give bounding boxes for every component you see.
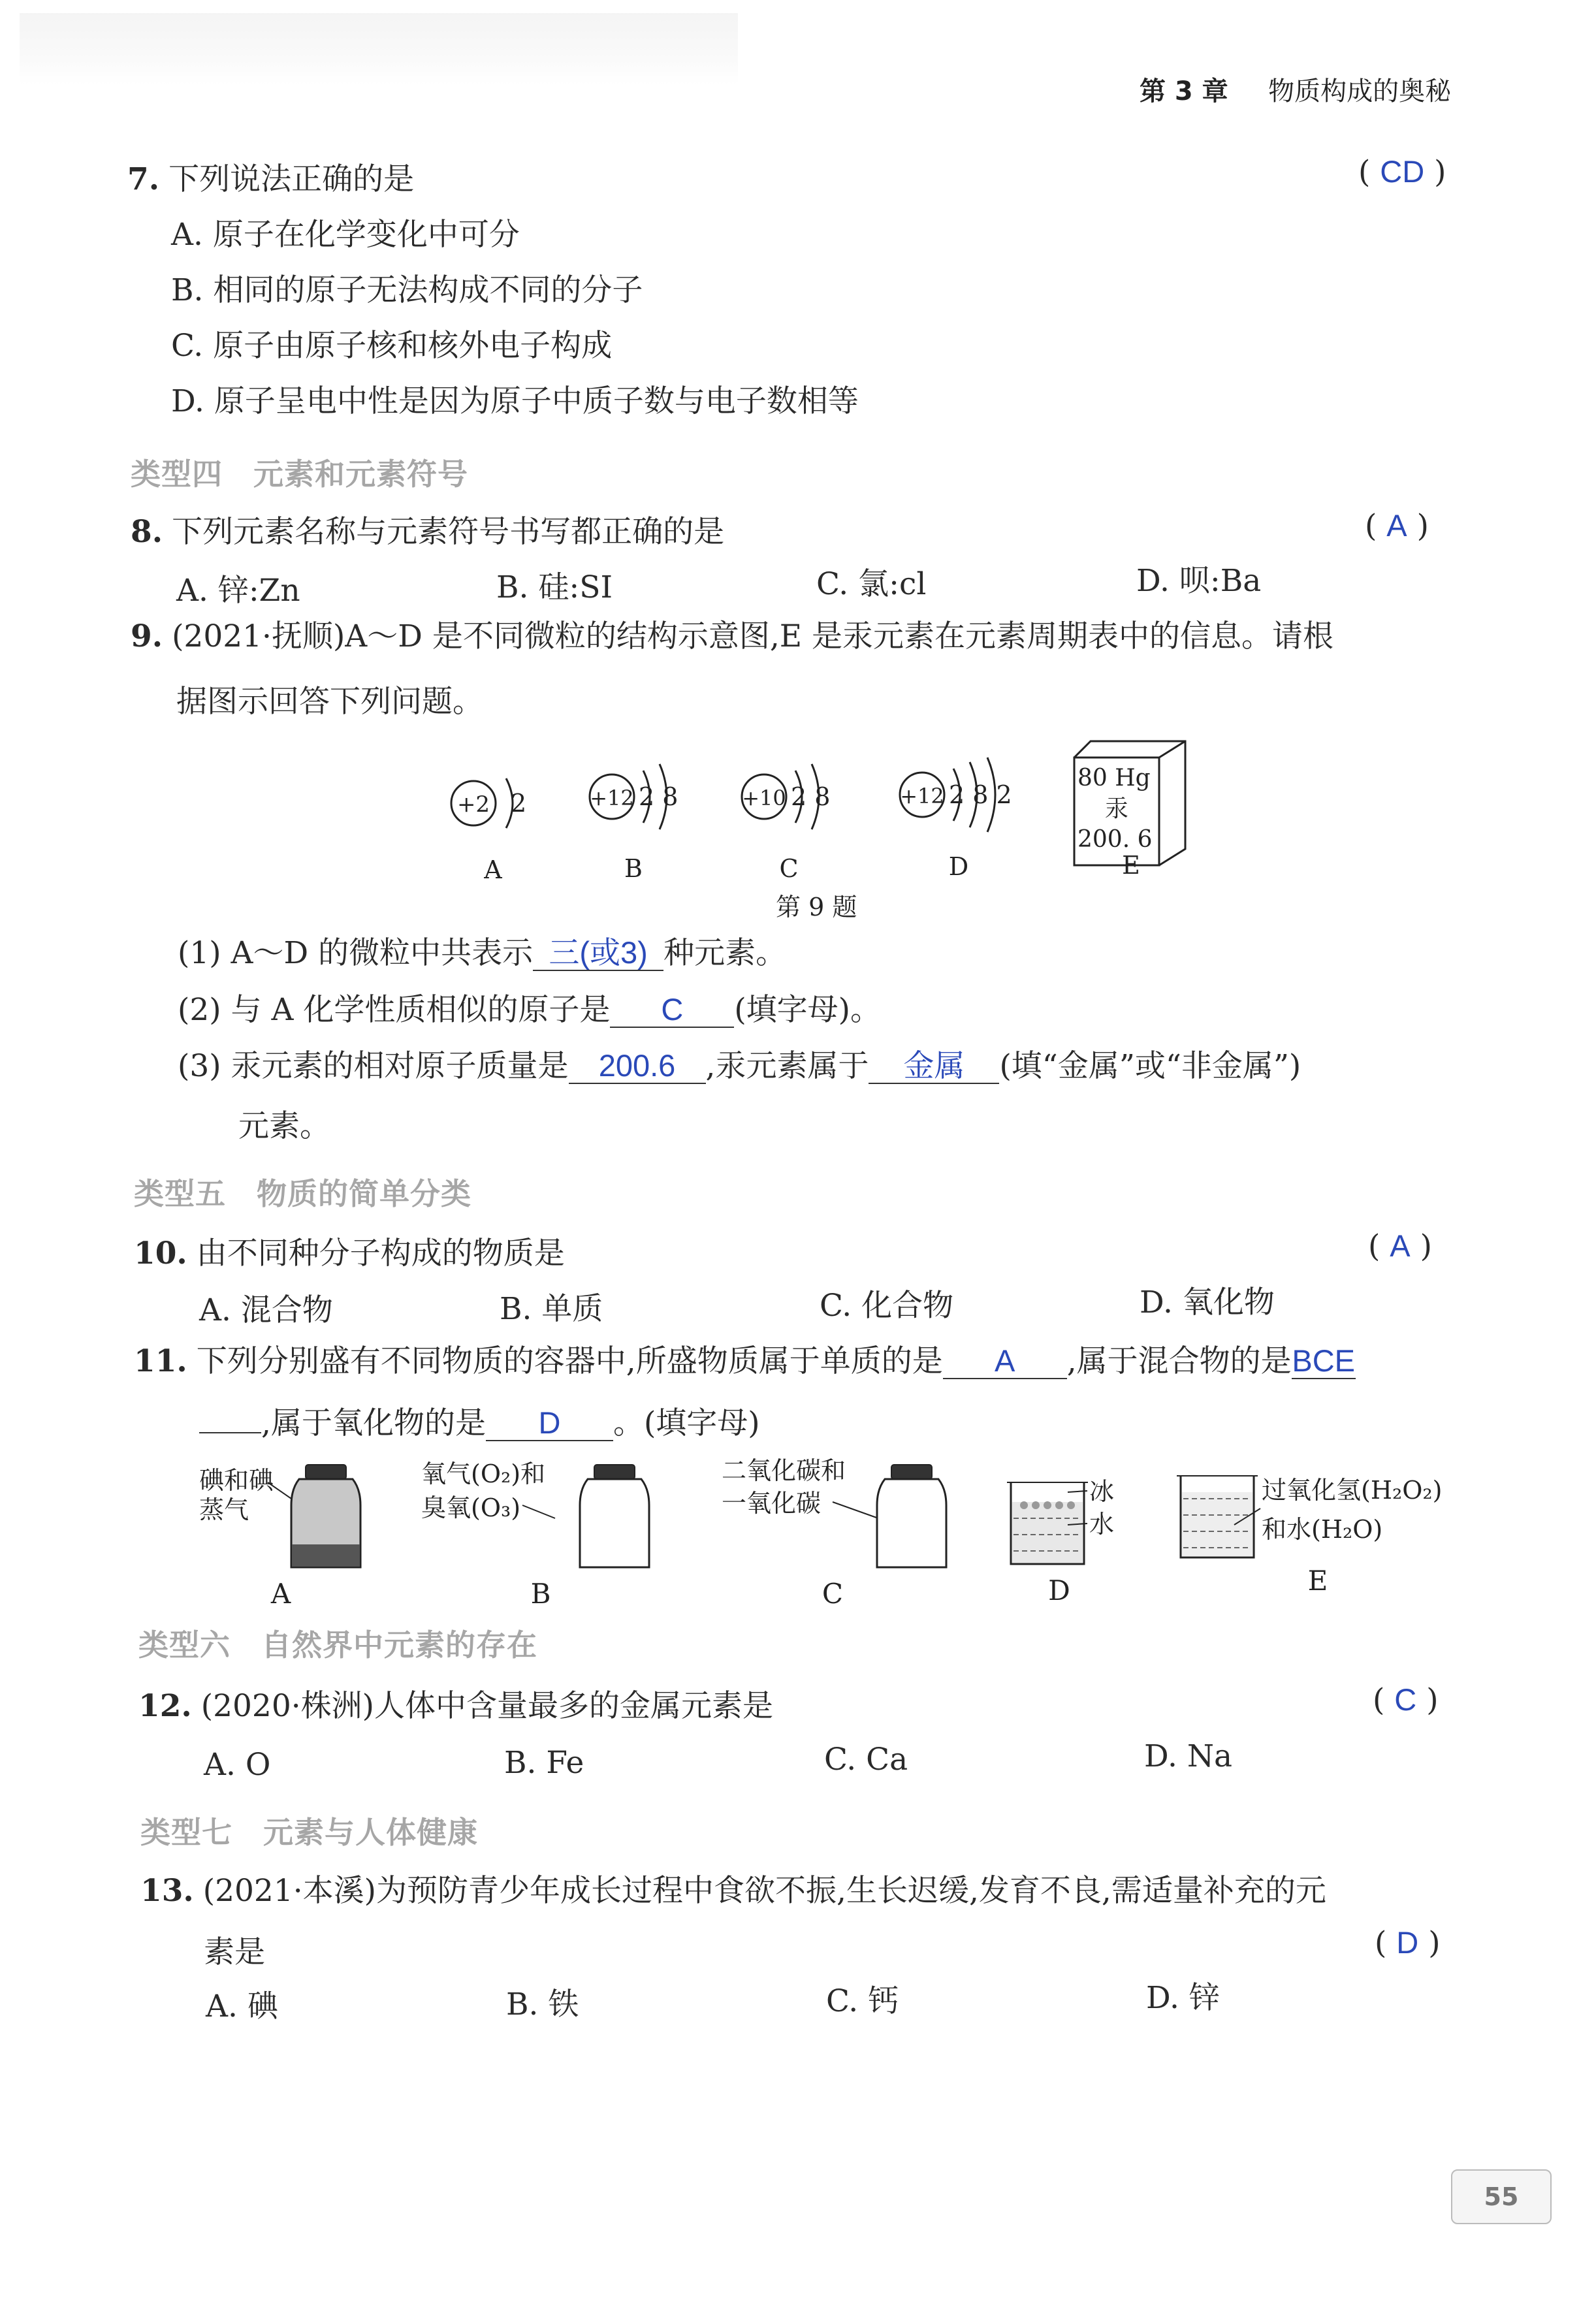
container-c-label: C [822, 1578, 844, 1610]
q13-line1: 13. (2021·本溪)为预防青少年成长过程中食欲不振,生长迟缓,发育不良,需适量补充的元 [140, 1873, 1326, 1909]
q9-figure-caption: 第 9 题 [776, 893, 857, 921]
atom-d-label: D [948, 852, 969, 881]
q13-option-d: D. 锌 [1146, 1980, 1220, 2016]
q10-stem: 10. 由不同种分子构成的物质是 [134, 1236, 565, 1271]
container-b-desc2: 臭氧(O₃) [421, 1493, 521, 1522]
container-d-label: D [1048, 1574, 1070, 1606]
q11-answer2: BCE [1292, 1343, 1355, 1378]
atom-a-shells: 2 [511, 789, 527, 818]
container-b-desc1: 氧气(O₂)和 [421, 1460, 546, 1488]
q11-figure [189, 1453, 1482, 1616]
atom-b-label: B [624, 854, 643, 883]
container-d-desc2: 水 [1089, 1510, 1115, 1539]
atom-b-nucleus: +12 [590, 786, 634, 810]
element-card-label: E [1122, 851, 1140, 880]
q13-option-b: B. 铁 [506, 1987, 579, 2022]
q9-sub3: (3) 汞元素的相对原子质量是 200.6 ,汞元素属于 金属 (填“金属”或“非金属”) [178, 1048, 1301, 1084]
q9-stem-line1: 9. (2021·抚顺)A～D 是不同微粒的结构示意图,E 是汞元素在元素周期表中的信息。请根 [131, 618, 1334, 654]
scan-shadow [20, 13, 738, 85]
q9-sub2: (2) 与 A 化学性质相似的原子是 C (填字母)。 [178, 992, 882, 1028]
container-a-label: A [270, 1578, 291, 1610]
q10-option-a: A. 混合物 [199, 1292, 333, 1328]
atom-a-label: A [484, 855, 502, 884]
q12-option-d: D. Na [1144, 1738, 1233, 1774]
container-e [1177, 1476, 1442, 1597]
q13-line2: 素是 [204, 1934, 265, 1970]
atom-a-nucleus: +2 [456, 791, 490, 818]
q8-answer: ( A ) [1365, 508, 1429, 544]
container-b [421, 1460, 649, 1610]
q10-option-b: B. 单质 [500, 1291, 603, 1327]
chapter-header [1140, 71, 1451, 108]
q11-line1: 11. 下列分别盛有不同物质的容器中,所盛物质属于单质的是 A ,属于混合物的是BCE [134, 1343, 1355, 1379]
q12-option-a: A. O [204, 1747, 271, 1783]
container-c-desc2: 一氧化碳 [722, 1489, 822, 1518]
q9-sub3-answer2: 金属 [869, 1049, 999, 1084]
q9-sub1-answer: 三(或3) [533, 936, 663, 971]
atom-c-shells: 2 8 [791, 782, 831, 811]
element-card-hg [1074, 741, 1185, 880]
element-card-line2: 汞 [1104, 795, 1129, 822]
q7-stem: 7. 下列说法正确的是 [127, 161, 415, 197]
container-d-desc1: 冰 [1089, 1477, 1115, 1506]
section-heading-7: 类型七 元素与人体健康 [140, 1815, 478, 1850]
atom-a [451, 778, 526, 884]
q7-option-a: A. 原子在化学变化中可分 [171, 217, 520, 253]
section-heading-5: 类型五 物质的简单分类 [134, 1176, 471, 1211]
q7-option-d: D. 原子呈电中性是因为原子中质子数与电子数相等 [171, 383, 859, 419]
q11-answer1: A [943, 1344, 1067, 1379]
element-card-line1: 80 Hg [1077, 765, 1151, 791]
container-e-desc1: 过氧化氢(H₂O₂) [1262, 1476, 1443, 1505]
q13-answer: ( D ) [1375, 1925, 1441, 1961]
container-b-label: B [530, 1578, 551, 1610]
atom-c-nucleus: +10 [742, 786, 786, 810]
container-c [722, 1456, 946, 1610]
q9-sub3-answer1: 200.6 [569, 1049, 706, 1084]
chapter-title: 物质构成的奥秘 [1268, 76, 1452, 106]
q8-option-a: A. 锌:Zn [176, 573, 300, 609]
element-card-line3: 200. 6 [1077, 826, 1153, 853]
q12-option-b: B. Fe [504, 1745, 584, 1781]
q9-stem-line2: 据图示回答下列问题。 [176, 684, 483, 720]
q10-answer: ( A ) [1368, 1228, 1432, 1264]
atom-d-nucleus: +12 [900, 784, 944, 808]
q13-option-c: C. 钙 [826, 1983, 899, 2019]
atom-c [742, 764, 830, 883]
container-d [1007, 1477, 1114, 1606]
container-a [199, 1465, 360, 1610]
q8-option-b: B. 硅:SI [496, 569, 613, 605]
container-e-label: E [1307, 1565, 1328, 1597]
chapter-number: 第 3 章 [1140, 76, 1228, 106]
q12-answer: ( C ) [1373, 1682, 1439, 1718]
q9-figure [431, 738, 1228, 908]
atom-c-label: C [779, 854, 799, 883]
atom-b [590, 764, 678, 883]
atom-d-shells: 2 8 2 [949, 780, 1012, 809]
atom-d [900, 758, 1012, 881]
q7-answer: ( CD ) [1358, 154, 1446, 190]
q9-sub1: (1) A～D 的微粒中共表示 三(或3) 种元素。 [178, 935, 787, 971]
q9-sub3-line2: 元素。 [238, 1108, 330, 1144]
q11-answer3: D [486, 1406, 613, 1441]
q7-option-b: B. 相同的原子无法构成不同的分子 [171, 272, 643, 308]
q8-option-c: C. 氯:cl [816, 566, 927, 602]
atom-b-shells: 2 8 [639, 782, 678, 811]
q10-option-d: D. 氧化物 [1140, 1285, 1275, 1320]
q12-option-c: C. Ca [824, 1742, 908, 1778]
q8-stem: 8. 下列元素名称与元素符号书写都正确的是 [131, 514, 725, 550]
q11-line2: ,属于氧化物的是 D 。(填字母) [199, 1404, 760, 1443]
container-c-desc1: 二氧化碳和 [722, 1456, 846, 1485]
section-heading-6: 类型六 自然界中元素的存在 [138, 1627, 537, 1663]
container-e-desc2: 和水(H₂O) [1262, 1515, 1383, 1544]
container-a-desc1: 碘和碘 [199, 1466, 274, 1495]
q10-option-c: C. 化合物 [820, 1288, 954, 1324]
q12-stem: 12. (2020·株洲)人体中含量最多的金属元素是 [138, 1688, 774, 1724]
q13-option-a: A. 碘 [206, 1988, 278, 2024]
section-heading-4: 类型四 元素和元素符号 [131, 456, 468, 492]
q7-option-c: C. 原子由原子核和核外电子构成 [171, 328, 613, 364]
container-a-desc2: 蒸气 [199, 1495, 249, 1524]
q8-option-d: D. 呗:Ba [1136, 563, 1262, 599]
page-number: 55 [1451, 2169, 1552, 2224]
q9-sub2-answer: C [610, 993, 734, 1028]
